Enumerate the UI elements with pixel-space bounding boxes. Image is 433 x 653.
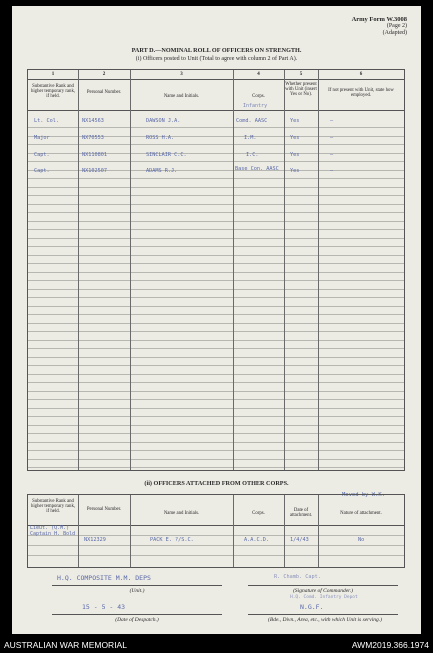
row4-corps: Base Con. AASC bbox=[235, 166, 279, 172]
table-rule bbox=[28, 348, 404, 349]
row3-number: NX110801 bbox=[82, 152, 107, 158]
attached-col-divider-5 bbox=[318, 495, 319, 567]
archive-caption-bar bbox=[0, 636, 433, 653]
row3-present: Yes bbox=[290, 152, 300, 158]
attached-row1-name: PACK E. ?/S.C. bbox=[150, 537, 194, 543]
attached-row1-nature: No bbox=[358, 537, 365, 543]
table-rule bbox=[28, 365, 404, 366]
table-rule bbox=[28, 289, 404, 290]
table-rule bbox=[28, 280, 404, 281]
archive-name: AUSTRALIAN WAR MEMORIAL bbox=[4, 640, 127, 650]
header-whether-present: Whether present with Unit (insert Yes or No). bbox=[285, 82, 317, 98]
table-rule bbox=[28, 416, 404, 417]
col-divider-4 bbox=[284, 70, 285, 470]
row1-corps: Comd. AASC bbox=[236, 118, 268, 124]
table-rule bbox=[28, 459, 404, 460]
table-rule bbox=[28, 161, 404, 162]
table-rule bbox=[28, 238, 404, 239]
table-rule bbox=[28, 425, 404, 426]
header-name: Name and Initials. bbox=[163, 94, 200, 99]
form-sheet bbox=[12, 6, 421, 634]
row1-present: Yes bbox=[290, 118, 300, 124]
form-identifier bbox=[352, 16, 407, 37]
table-rule bbox=[28, 272, 404, 273]
table-rule bbox=[28, 187, 404, 188]
commander-stamp: H.Q. Comd. Infantry Depot bbox=[290, 595, 358, 600]
header-divider bbox=[28, 110, 404, 111]
row4-rank: Capt. bbox=[34, 168, 50, 174]
table-rule bbox=[28, 323, 404, 324]
row2-present: Yes bbox=[290, 135, 300, 141]
row2-name: ROSS H.A. bbox=[146, 135, 175, 141]
attached-col-divider-4 bbox=[284, 495, 285, 567]
row4-present: Yes bbox=[290, 168, 300, 174]
header-corps: Corps. bbox=[252, 94, 265, 99]
row2-rank: Major bbox=[34, 135, 50, 141]
row4-number: NX102507 bbox=[82, 168, 107, 174]
number-row-divider bbox=[28, 79, 404, 80]
table-rule bbox=[28, 442, 404, 443]
despatch-date-caption: (Date of Despatch.) bbox=[115, 617, 159, 623]
row3-corps: I.C. bbox=[246, 152, 259, 158]
table-rule bbox=[28, 306, 404, 307]
table-rule bbox=[28, 195, 404, 196]
despatch-date-line bbox=[52, 614, 222, 615]
table-rule bbox=[28, 391, 404, 392]
attached-header-rank: Substantive Rank and higher temporary rank, if held. bbox=[30, 499, 76, 515]
attached-col-divider-1 bbox=[78, 495, 79, 567]
row1-name: DAWSON J.A. bbox=[146, 118, 181, 124]
form-page: (Page 2) bbox=[386, 23, 407, 29]
attached-header-name: Name and Initials. bbox=[163, 511, 200, 516]
table-rule bbox=[28, 127, 404, 128]
table-rule bbox=[28, 144, 404, 145]
col-divider-3 bbox=[233, 70, 234, 470]
signature-line bbox=[248, 585, 398, 586]
row2-corps: I.M. bbox=[244, 135, 257, 141]
table-rule bbox=[28, 374, 404, 375]
attached-col-divider-3 bbox=[233, 495, 234, 567]
attached-header-corps: Corps. bbox=[252, 511, 265, 516]
table-rule bbox=[28, 246, 404, 247]
table-rule bbox=[28, 297, 404, 298]
attached-header-personal-number: Personal Number. bbox=[86, 507, 122, 512]
header-if-not-present: If not present with Unit, state how employed. bbox=[328, 88, 394, 99]
attached-row1-rank: Lieut. (Q.M.) Captain H. Bold bbox=[30, 525, 76, 537]
attached-header-date: Date of attachment. bbox=[289, 508, 313, 519]
row4-note: — bbox=[330, 168, 334, 174]
table-rule bbox=[28, 408, 404, 409]
bde-value: N.G.F. bbox=[300, 603, 324, 611]
row1-number: NX14563 bbox=[82, 118, 104, 124]
part-d-title: PART D.—NOMINAL ROLL OF OFFICERS ON STRENGTH. bbox=[131, 47, 302, 54]
despatch-date-value: 15 - 5 - 43 bbox=[82, 603, 126, 611]
attached-title: (ii) OFFICERS ATTACHED FROM OTHER CORPS. bbox=[144, 480, 289, 487]
form-adapted: (Adapted) bbox=[382, 30, 407, 36]
table-rule bbox=[28, 357, 404, 358]
officers-posted-table bbox=[27, 69, 405, 471]
row3-note: — bbox=[330, 152, 334, 158]
table-rule bbox=[28, 229, 404, 230]
row2-note: — bbox=[330, 135, 334, 141]
row3-name: SINCLAIR C.C. bbox=[146, 152, 187, 158]
col-divider-5 bbox=[318, 70, 319, 470]
row4-name: ADAMS R.J. bbox=[146, 168, 178, 174]
col-number-5: 5 bbox=[299, 72, 303, 77]
unit-line bbox=[52, 585, 222, 586]
col-number-6: 6 bbox=[359, 72, 363, 77]
row1-rank: Lt. Col. bbox=[34, 118, 59, 124]
table-rule bbox=[28, 433, 404, 434]
signature-value: R. Chamb. Capt. bbox=[274, 574, 321, 580]
attached-header-divider bbox=[28, 525, 404, 526]
attached-col-divider-2 bbox=[130, 495, 131, 567]
attached-officers-table bbox=[27, 494, 405, 568]
table-rule bbox=[28, 450, 404, 451]
archive-reference: AWM2019.366.1974 bbox=[351, 640, 429, 650]
table-rule bbox=[28, 314, 404, 315]
row1-note: — bbox=[330, 118, 334, 124]
col-number-1: 1 bbox=[51, 72, 55, 77]
row3-rank: Capt. bbox=[34, 152, 50, 158]
bde-caption: (Bde., Divn., Area, etc., with which Unit is serving.) bbox=[268, 617, 382, 623]
col-number-2: 2 bbox=[102, 72, 106, 77]
unit-caption: (Unit.) bbox=[129, 588, 145, 594]
attached-row1-number: NX12329 bbox=[84, 537, 106, 543]
header-personal-number: Personal Number. bbox=[86, 90, 122, 95]
table-rule bbox=[28, 382, 404, 383]
attached-header-nature: Nature of attachment. bbox=[340, 511, 382, 516]
attached-annotation: Moved by W.K. bbox=[342, 492, 386, 498]
bde-line bbox=[248, 614, 398, 615]
corps-overwritten-note: Infantry bbox=[243, 103, 268, 109]
attached-row1-corps: A.A.C.D. bbox=[244, 537, 269, 543]
table-rule bbox=[28, 212, 404, 213]
table-rule bbox=[28, 178, 404, 179]
table-rule bbox=[28, 340, 404, 341]
table-rule bbox=[28, 399, 404, 400]
table-rule bbox=[28, 221, 404, 222]
col-divider-2 bbox=[130, 70, 131, 470]
table-rule bbox=[28, 331, 404, 332]
table-rule bbox=[28, 467, 404, 468]
col-number-4: 4 bbox=[257, 72, 260, 77]
signature-caption: (Signature of Commander.) bbox=[293, 588, 353, 594]
attached-rule-3 bbox=[28, 555, 404, 556]
attached-row1-date: 1/4/43 bbox=[290, 537, 309, 543]
table-rule bbox=[28, 204, 404, 205]
part-d-subtitle: (i) Officers posted to Unit (Total to agree with column 2 of Part A). bbox=[135, 56, 298, 62]
unit-value: H.Q. COMPOSITE M.M. DEPS bbox=[57, 574, 151, 582]
col-divider-1 bbox=[78, 70, 79, 470]
table-rule bbox=[28, 255, 404, 256]
row2-number: NX70553 bbox=[82, 135, 104, 141]
attached-rule-2 bbox=[28, 545, 404, 546]
header-rank: Substantive Rank and higher temporary rank, if held. bbox=[30, 84, 76, 100]
form-number: Army Form W.3008 bbox=[351, 16, 407, 23]
col-number-3: 3 bbox=[180, 72, 183, 77]
table-rule bbox=[28, 263, 404, 264]
attached-rule-1 bbox=[28, 535, 404, 536]
